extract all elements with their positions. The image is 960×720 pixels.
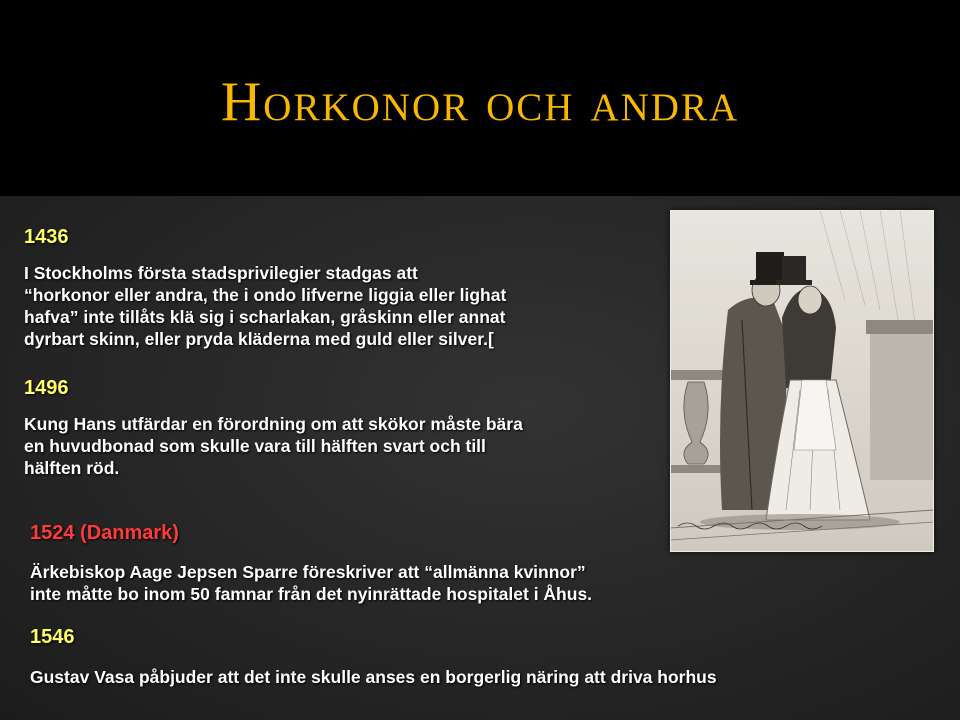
text-line: “horkonor eller andra, the i ondo lifverne liggia eller lighat <box>24 285 507 305</box>
year-1546: 1546 <box>30 626 75 648</box>
year-1436: 1436 <box>24 226 69 248</box>
paragraph-1496 <box>24 413 523 479</box>
slide-title: Horkonor och andra <box>220 71 740 133</box>
text-line: I Stockholms första stadsprivilegier stadgas att <box>24 263 418 283</box>
sketch-illustration <box>670 210 934 552</box>
sketch-drawing-icon <box>670 210 934 552</box>
text-line: Gustav Vasa påbjuder att det inte skulle anses en borgerlig näring att driva horhus <box>30 667 717 687</box>
text-line: Ärkebiskop Aage Jepsen Sparre föreskriver att “allmänna kvinnor” <box>30 562 586 582</box>
text-line: Kung Hans utfärdar en förordning om att skökor måste bära <box>24 414 523 434</box>
title-band <box>0 0 960 196</box>
paragraph-1546 <box>30 666 717 688</box>
year-1524: 1524 (Danmark) <box>30 522 179 544</box>
year-1496: 1496 <box>24 377 69 399</box>
text-line: hafva” inte tillåts klä sig i scharlakan, gråskinn eller annat <box>24 307 506 327</box>
paragraph-1436 <box>24 262 506 350</box>
paragraph-1524 <box>30 561 592 605</box>
text-line: en huvudbonad som skulle vara till hälften svart och till <box>24 436 486 456</box>
text-line: dyrbart skinn, eller pryda kläderna med guld eller silver.[ <box>24 329 494 349</box>
text-line: inte måtte bo inom 50 famnar från det nyinrättade hospitalet i Åhus. <box>30 584 593 604</box>
text-line: hälften röd. <box>24 458 120 478</box>
